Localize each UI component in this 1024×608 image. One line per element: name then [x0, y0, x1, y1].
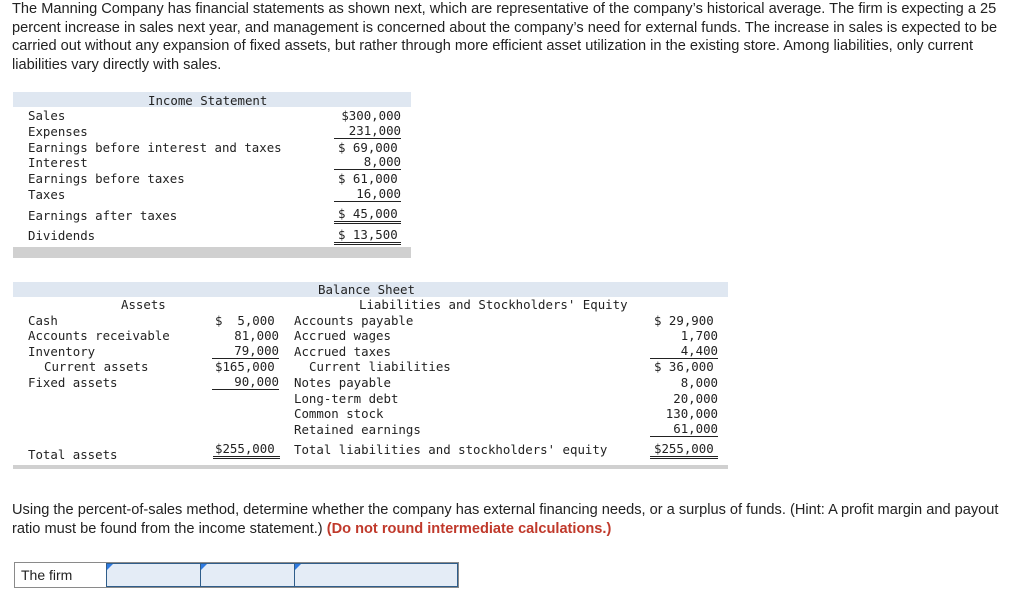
income-value-ebt: $ 61,000 [338, 171, 398, 186]
field-marker-icon [295, 564, 301, 570]
income-title: Income Statement [148, 93, 268, 108]
income-label-sales: Sales [28, 108, 66, 123]
income-label-dividends: Dividends [28, 228, 96, 243]
question-warning: (Do not round intermediate calculations.) [326, 520, 612, 537]
income-label-ebt: Earnings before taxes [28, 171, 185, 186]
asset-value-cash: $ 5,000 [215, 313, 275, 328]
asset-label-cash: Cash [28, 313, 58, 328]
liab-label-payable: Accounts payable [294, 313, 414, 328]
income-value-interest: 8,000 [334, 155, 401, 170]
balance-title: Balance Sheet [318, 282, 415, 297]
liab-label-wages: Accrued wages [294, 328, 391, 343]
liab-value-retained: 61,000 [650, 422, 718, 437]
asset-value-current: $165,000 [215, 359, 275, 374]
liab-label-common: Common stock [294, 406, 384, 421]
liabilities-header: Liabilities and Stockholders' Equity [359, 297, 628, 312]
dropdown-marker-icon [201, 564, 207, 570]
income-value-dividends: $ 13,500 [334, 227, 401, 245]
liab-value-taxes: 4,400 [650, 344, 718, 359]
answer-input-2[interactable] [201, 564, 298, 588]
answer-input-amount[interactable] [295, 564, 461, 588]
liab-label-retained: Retained earnings [294, 422, 421, 437]
answer-dropdown-2[interactable] [200, 563, 295, 587]
income-label-ebit: Earnings before interest and taxes [28, 140, 282, 155]
asset-label-total: Total assets [28, 447, 118, 462]
income-label-interest: Interest [28, 155, 88, 170]
income-label-expenses: Expenses [28, 124, 88, 139]
answer-input-1[interactable] [107, 564, 204, 588]
question-body: Using the percent-of-sales method, determine whether the company has external financing needs, or a surplus of funds. (Hint: A profit margin and payout ratio must be found from the income statement.) [12, 502, 999, 537]
answer-dropdown-1[interactable] [106, 563, 201, 587]
income-value-taxes: 16,000 [334, 187, 401, 202]
income-value-expenses: 231,000 [334, 124, 401, 139]
asset-label-receivable: Accounts receivable [28, 328, 170, 343]
asset-label-inventory: Inventory [28, 344, 96, 359]
income-value-sales: $300,000 [341, 108, 401, 123]
question-text [12, 501, 1012, 538]
asset-value-total: $255,000 [213, 441, 280, 459]
liab-label-current: Current liabilities [309, 359, 451, 374]
balance-footer-bar [13, 465, 728, 469]
asset-label-fixed: Fixed assets [28, 375, 118, 390]
assets-header: Assets [121, 297, 166, 312]
liab-value-current: $ 36,000 [654, 359, 714, 374]
asset-label-current: Current assets [44, 359, 149, 374]
income-label-taxes: Taxes [28, 187, 66, 202]
problem-intro: The Manning Company has financial statements as shown next, which are representative of the company’s historical average. The firm is expecting a 25 percent increase in sales next year, and management is concerned about the company’s need for external funds. The increase in sales is expected to be carried out without any expansion of fixed assets, but rather through more efficient asset utilization in the existing store. Among liabilities, only current liabilities vary directly with sales. [12, 1, 998, 73]
liab-value-total: $255,000 [650, 441, 718, 459]
liab-label-longterm: Long-term debt [294, 391, 399, 406]
income-value-eat: $ 45,000 [334, 206, 401, 224]
income-label-eat: Earnings after taxes [28, 208, 178, 223]
answer-row [14, 562, 459, 588]
asset-value-inventory: 79,000 [212, 344, 279, 359]
asset-value-receivable: 81,000 [234, 328, 279, 343]
income-value-ebit: $ 69,000 [338, 140, 398, 155]
liab-label-notes: Notes payable [294, 375, 391, 390]
answer-field-amount[interactable] [294, 563, 458, 587]
liab-value-wages: 1,700 [680, 328, 718, 343]
liab-value-longterm: 20,000 [673, 391, 718, 406]
liab-label-taxes: Accrued taxes [294, 344, 391, 359]
dropdown-marker-icon [107, 564, 113, 570]
liab-label-total: Total liabilities and stockholders' equity [294, 442, 608, 457]
answer-label: The firm [15, 563, 107, 587]
liab-value-common: 130,000 [665, 406, 718, 421]
income-footer-bar [13, 247, 411, 258]
liab-value-notes: 8,000 [680, 375, 718, 390]
asset-value-fixed: 90,000 [212, 375, 279, 390]
liab-value-payable: $ 29,900 [654, 313, 714, 328]
